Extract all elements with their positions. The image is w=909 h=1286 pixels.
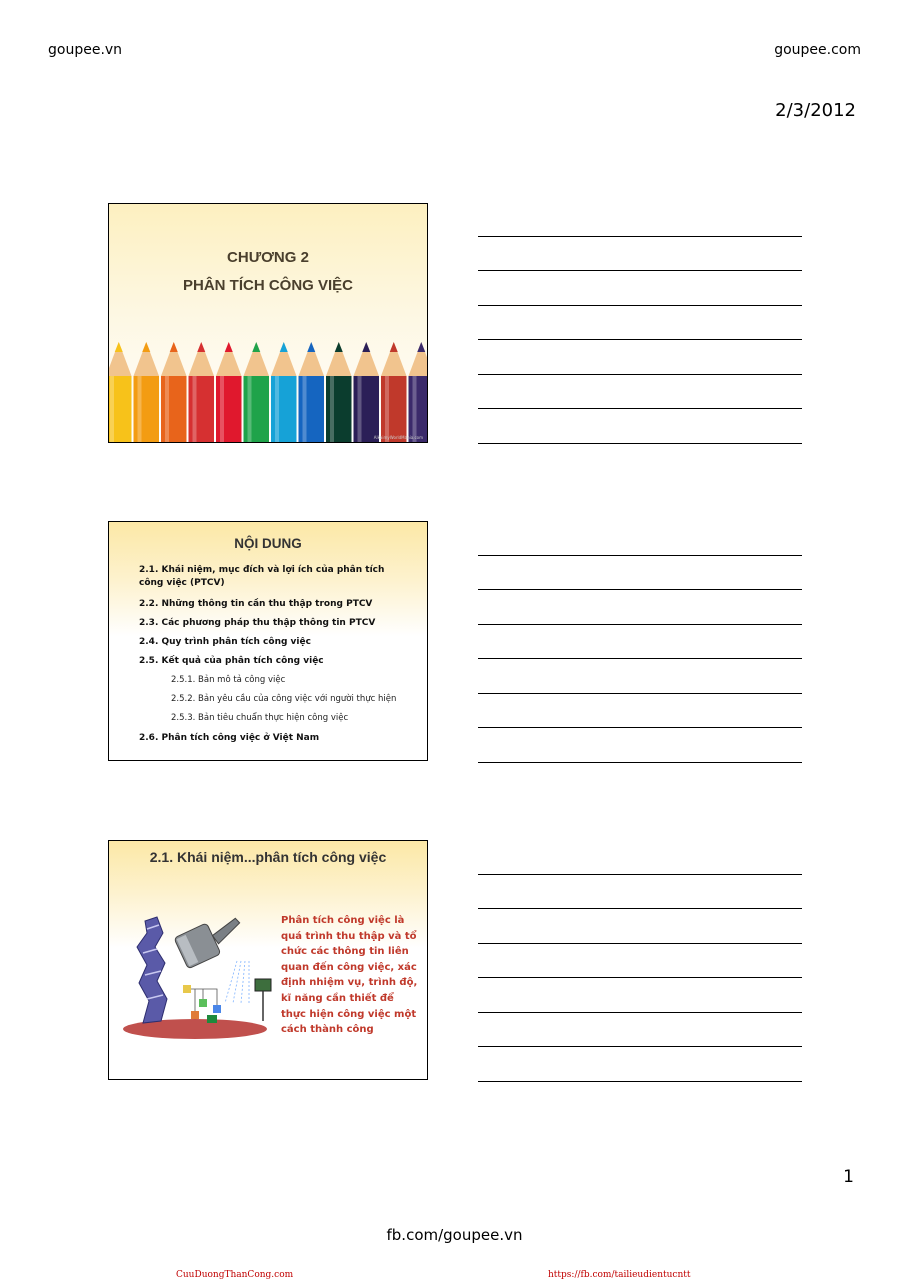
toc-item: 2.4. Quy trình phân tích công việc [139,637,311,647]
note-line [478,305,802,306]
note-line [478,727,802,728]
toc-subitem: 2.5.1. Bản mô tả công việc [171,675,286,685]
pencil [134,342,160,443]
pencil [381,342,407,443]
note-line [478,443,802,444]
toc-item: 2.1. Khái niệm, mục đích và lợi ích của phân tích công việc (PTCV) [139,565,385,588]
definition-text: Phân tích công việc là quá trình thu thập và tổ chức các thông tin liên quan đến công việc, xác định nhiệm vụ, trình độ, kĩ năng cần thiết để thực hiện công việc một cách thành công [281,915,418,1036]
slide-3-definition [108,840,428,1080]
source-watermark-right[interactable]: https://fb.com/tailieudientucntt [548,1270,691,1280]
slide-2-contents [108,521,428,761]
note-line [478,339,802,340]
pencil [189,342,215,443]
note-line [478,977,802,978]
note-line [478,908,802,909]
header-date: 2/3/2012 [775,100,856,121]
pencil [354,342,380,443]
slide-1-title [108,203,428,443]
pencil [109,342,132,443]
chapter-title: PHÂN TÍCH CÔNG VIỆC [182,277,353,294]
toc-item: 2.6. Phân tích công việc ở Việt Nam [139,733,320,743]
page-number: 1 [843,1167,854,1187]
header-left-site: goupee.vn [48,42,123,58]
note-line [478,374,802,375]
note-line [478,874,802,875]
chapter-number: CHƯƠNG 2 [227,249,309,266]
note-line [478,1012,802,1013]
note-line [478,270,802,271]
image-credit: AlkaimyWorldMania.com [373,435,423,440]
note-line [478,943,802,944]
note-line [478,762,802,763]
pencil [326,342,352,443]
note-line [478,408,802,409]
watering-can-illustration [117,903,277,1043]
source-watermark-left[interactable]: CuuDuongThanCong.com [176,1270,294,1280]
note-line [478,658,802,659]
toc-item: 2.3. Các phương pháp thu thập thông tin PTCV [139,618,376,628]
section-title: 2.1. Khái niệm...phân tích công việc [149,849,387,865]
contents-title: NỘI DUNG [234,536,302,551]
note-line [478,236,802,237]
note-line [478,1046,802,1047]
footer-url[interactable]: fb.com/goupee.vn [386,1226,523,1244]
note-line [478,1081,802,1082]
header-right-site: goupee.com [774,42,861,58]
pencil [409,342,429,443]
note-line [478,555,802,556]
toc-subitem: 2.5.3. Bản tiêu chuẩn thực hiện công việc [171,713,349,723]
toc-item: 2.5. Kết quả của phân tích công việc [139,656,324,666]
toc-subitem: 2.5.2. Bản yêu cầu của công việc với người thực hiện [171,694,397,704]
toc-item: 2.2. Những thông tin cần thu thập trong PTCV [139,599,373,609]
note-line [478,624,802,625]
colored-pencils-image [109,340,428,443]
note-line [478,693,802,694]
note-line [478,589,802,590]
pencil [216,342,242,443]
pencil [161,342,187,443]
pencil [299,342,325,443]
pencil [271,342,297,443]
pencil [244,342,270,443]
